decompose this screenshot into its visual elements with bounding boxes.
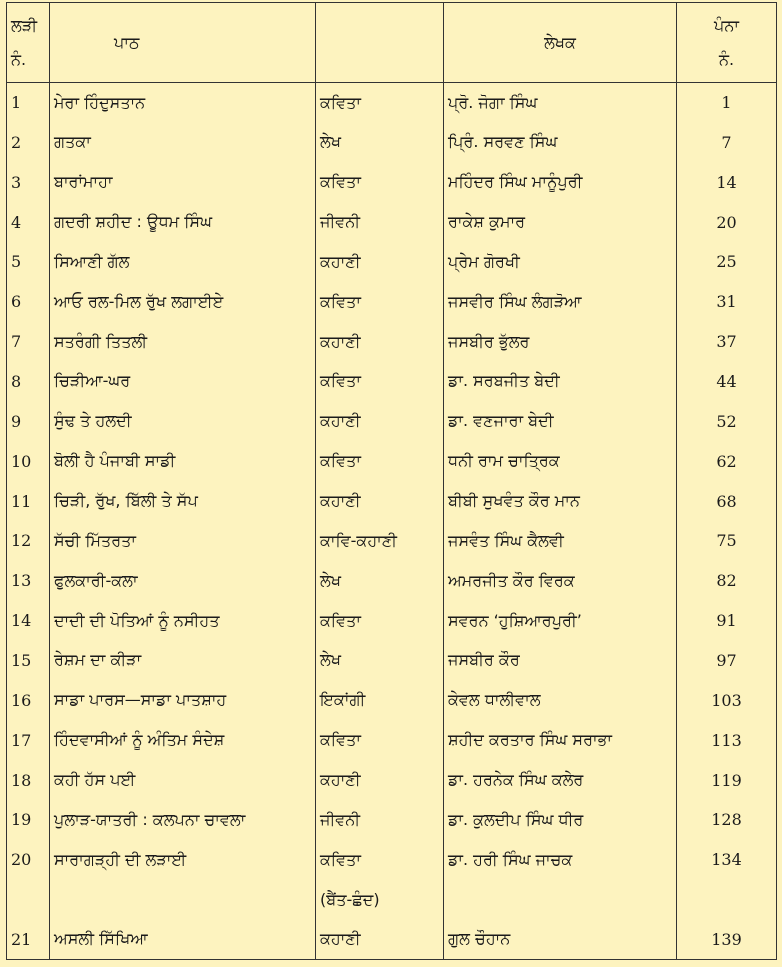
- row-serial-no: 19: [7, 800, 50, 840]
- row-author: ਗੁਲ ਚੌਹਾਨ: [444, 920, 677, 960]
- header-type: [316, 3, 444, 83]
- header-serial-no-line1: ਲੜੀ: [11, 15, 38, 35]
- row-page-no: 82: [677, 561, 777, 601]
- row-title: ਸਿਆਣੀ ਗੱਲ: [50, 242, 316, 282]
- row-serial-no: 7: [7, 322, 50, 362]
- row-type: ਕਵਿਤਾ: [316, 83, 444, 123]
- row-page-no: 52: [677, 401, 777, 441]
- row-serial-no: 5: [7, 242, 50, 282]
- table-row: [7, 401, 777, 441]
- row-title: ਸਤਰੰਗੀ ਤਿਤਲੀ: [50, 322, 316, 362]
- table-row: [7, 920, 777, 960]
- row-serial-no: 16: [7, 680, 50, 720]
- row-title: ਬਾਰਾਂਮਾਹਾ: [50, 162, 316, 202]
- row-author: ਅਮਰਜੀਤ ਕੌਰ ਵਿਰਕ: [444, 561, 677, 601]
- row-serial-no: 10: [7, 441, 50, 481]
- row-page-no: 97: [677, 641, 777, 681]
- table-row: [7, 83, 777, 123]
- row-author: ਰਾਕੇਸ਼ ਕੁਮਾਰ: [444, 202, 677, 242]
- row-type: ਕਹਾਣੀ: [316, 242, 444, 282]
- row-title: ਅਸਲੀ ਸਿੱਖਿਆ: [50, 920, 316, 960]
- row-type: ਕਵਿਤਾ: [316, 720, 444, 760]
- row-title: ਰੇਸ਼ਮ ਦਾ ਕੀੜਾ: [50, 641, 316, 681]
- row-serial-no: 18: [7, 760, 50, 800]
- row-title: ਹਿੰਦਵਾਸੀਆਂ ਨੂੰ ਅੰਤਿਮ ਸੰਦੇਸ਼: [50, 720, 316, 760]
- row-title: ਬੋਲੀ ਹੈ ਪੰਜਾਬੀ ਸਾਡੀ: [50, 441, 316, 481]
- row-page-no: 113: [677, 720, 777, 760]
- table-row: [7, 521, 777, 561]
- row-type: (ਬੈਂਤ-ਛੰਦ): [316, 880, 444, 920]
- table-row: [7, 601, 777, 641]
- row-serial-no: 1: [7, 83, 50, 123]
- table-row: [7, 362, 777, 402]
- table-row: [7, 122, 777, 162]
- row-author: ਡਾ. ਕੁਲਦੀਪ ਸਿੰਘ ਧੀਰ: [444, 800, 677, 840]
- row-page-no: 1: [677, 83, 777, 123]
- row-title: ਗਤਕਾ: [50, 122, 316, 162]
- row-page-no: 14: [677, 162, 777, 202]
- row-serial-no: 14: [7, 601, 50, 641]
- row-page-no: 75: [677, 521, 777, 561]
- row-title: ਚਿੜੀ, ਰੁੱਖ, ਬਿੱਲੀ ਤੇ ਸੱਪ: [50, 481, 316, 521]
- table-row: [7, 561, 777, 601]
- header-title: ਪਾਠ: [50, 3, 316, 83]
- row-page-no: 37: [677, 322, 777, 362]
- header-page-no-line2: ਨੰ.: [718, 49, 735, 69]
- row-author: ਜਸਵੰਤ ਸਿੰਘ ਕੈਲਵੀ: [444, 521, 677, 561]
- table-row: [7, 162, 777, 202]
- table-row: [7, 800, 777, 840]
- row-page-no: 20: [677, 202, 777, 242]
- row-page-no: 134: [677, 840, 777, 880]
- row-type: ਲੇਖ: [316, 641, 444, 681]
- contents-table: [6, 2, 777, 960]
- row-type: ਲੇਖ: [316, 561, 444, 601]
- row-type: ਕਹਾਣੀ: [316, 920, 444, 960]
- row-serial-no: 3: [7, 162, 50, 202]
- row-type: ਕਾਵਿ-ਕਹਾਣੀ: [316, 521, 444, 561]
- row-author: ਕੇਵਲ ਧਾਲੀਵਾਲ: [444, 680, 677, 720]
- row-title: ਸੁੰਢ ਤੇ ਹਲਦੀ: [50, 401, 316, 441]
- row-author: ਡਾ. ਹਰਨੇਕ ਸਿੰਘ ਕਲੇਰ: [444, 760, 677, 800]
- row-page-no: 119: [677, 760, 777, 800]
- table-row: [7, 680, 777, 720]
- row-serial-no: 20: [7, 840, 50, 880]
- table-row: [7, 481, 777, 521]
- row-title: ਸਾਰਾਗੜ੍ਹੀ ਦੀ ਲੜਾਈ: [50, 840, 316, 880]
- row-page-no: 103: [677, 680, 777, 720]
- row-type: ਕਹਾਣੀ: [316, 481, 444, 521]
- table-row: [7, 441, 777, 481]
- table-row: [7, 322, 777, 362]
- row-title: ਚਿੜੀਆ-ਘਰ: [50, 362, 316, 402]
- table-row: [7, 242, 777, 282]
- row-type: ਕਹਾਣੀ: [316, 401, 444, 441]
- row-type: ਕਵਿਤਾ: [316, 162, 444, 202]
- row-serial-no: 6: [7, 282, 50, 322]
- row-page-no: 128: [677, 800, 777, 840]
- row-type: ਕਵਿਤਾ: [316, 840, 444, 880]
- row-serial-no: 11: [7, 481, 50, 521]
- row-title: ਮੇਰਾ ਹਿੰਦੁਸਤਾਨ: [50, 83, 316, 123]
- row-title: ਕਹੀ ਹੱਸ ਪਈ: [50, 760, 316, 800]
- row-author: ਡਾ. ਵਣਜਾਰਾ ਬੇਦੀ: [444, 401, 677, 441]
- row-author: ਡਾ. ਹਰੀ ਸਿੰਘ ਜਾਚਕ: [444, 840, 677, 880]
- row-author: ਧਨੀ ਰਾਮ ਚਾਤ੍ਰਿਕ: [444, 441, 677, 481]
- header-serial-no: [7, 3, 50, 83]
- header-author: ਲੇਖਕ: [444, 3, 677, 83]
- row-serial-no: 17: [7, 720, 50, 760]
- row-title: ਗਦਰੀ ਸ਼ਹੀਦ : ਊਧਮ ਸਿੰਘ: [50, 202, 316, 242]
- row-author: ਮਹਿੰਦਰ ਸਿੰਘ ਮਾਨੂੰਪੁਰੀ: [444, 162, 677, 202]
- row-author: ਪ੍ਰੇਮ ਗੋਰਖੀ: [444, 242, 677, 282]
- row-type: ਕਹਾਣੀ: [316, 760, 444, 800]
- row-title: [50, 880, 316, 920]
- row-title: ਸੱਚੀ ਮਿੱਤਰਤਾ: [50, 521, 316, 561]
- row-author: ਸਵਰਨ ‘ਹੁਸ਼ਿਆਰਪੁਰੀ’: [444, 601, 677, 641]
- row-page-no: [677, 880, 777, 920]
- row-author: ਬੀਬੀ ਸੁਖਵੰਤ ਕੌਰ ਮਾਨ: [444, 481, 677, 521]
- row-type: ਕਹਾਣੀ: [316, 322, 444, 362]
- row-serial-no: 21: [7, 920, 50, 960]
- row-serial-no: 2: [7, 122, 50, 162]
- row-serial-no: [7, 880, 50, 920]
- row-serial-no: 12: [7, 521, 50, 561]
- row-author: ਪ੍ਰਿੰ. ਸਰਵਣ ਸਿੰਘ: [444, 122, 677, 162]
- row-type: ਲੇਖ: [316, 122, 444, 162]
- row-type: ਕਵਿਤਾ: [316, 441, 444, 481]
- table-header: [7, 3, 777, 83]
- row-page-no: 91: [677, 601, 777, 641]
- header-serial-no-line2: ਨੰ.: [11, 49, 27, 69]
- row-page-no: 7: [677, 122, 777, 162]
- row-author: [444, 880, 677, 920]
- row-type: ਜੀਵਨੀ: [316, 202, 444, 242]
- row-serial-no: 9: [7, 401, 50, 441]
- row-type: ਜੀਵਨੀ: [316, 800, 444, 840]
- header-page-no-line1: ਪੰਨਾ: [714, 15, 739, 35]
- table-row: [7, 840, 777, 880]
- table-row: [7, 202, 777, 242]
- row-title: ਫੁਲਕਾਰੀ-ਕਲਾ: [50, 561, 316, 601]
- row-type: ਕਵਿਤਾ: [316, 362, 444, 402]
- row-type: ਕਵਿਤਾ: [316, 282, 444, 322]
- header-page-no: [677, 3, 777, 83]
- row-serial-no: 13: [7, 561, 50, 601]
- row-serial-no: 4: [7, 202, 50, 242]
- row-serial-no: 15: [7, 641, 50, 681]
- table-row: [7, 641, 777, 681]
- row-page-no: 62: [677, 441, 777, 481]
- row-serial-no: 8: [7, 362, 50, 402]
- row-title: ਦਾਦੀ ਦੀ ਪੋਤਿਆਂ ਨੂੰ ਨਸੀਹਤ: [50, 601, 316, 641]
- table-row: [7, 880, 777, 920]
- row-type: ਕਵਿਤਾ: [316, 601, 444, 641]
- table-row: [7, 720, 777, 760]
- row-type: ਇਕਾਂਗੀ: [316, 680, 444, 720]
- row-title: ਆਓ ਰਲ-ਮਿਲ ਰੁੱਖ ਲਗਾਈਏ: [50, 282, 316, 322]
- row-title: ਪੁਲਾੜ-ਯਾਤਰੀ : ਕਲਪਨਾ ਚਾਵਲਾ: [50, 800, 316, 840]
- row-page-no: 44: [677, 362, 777, 402]
- row-page-no: 31: [677, 282, 777, 322]
- row-page-no: 68: [677, 481, 777, 521]
- row-author: ਡਾ. ਸਰਬਜੀਤ ਬੇਦੀ: [444, 362, 677, 402]
- row-author: ਜਸਵੀਰ ਸਿੰਘ ਲੰਗੜੋਆ: [444, 282, 677, 322]
- row-author: ਜਸਬੀਰ ਕੌਰ: [444, 641, 677, 681]
- table-row: [7, 760, 777, 800]
- row-author: ਜਸਬੀਰ ਭੁੱਲਰ: [444, 322, 677, 362]
- row-author: ਸ਼ਹੀਦ ਕਰਤਾਰ ਸਿੰਘ ਸਰਾਭਾ: [444, 720, 677, 760]
- table-row: [7, 282, 777, 322]
- row-page-no: 139: [677, 920, 777, 960]
- table-body: [7, 83, 777, 960]
- row-title: ਸਾਡਾ ਪਾਰਸ—ਸਾਡਾ ਪਾਤਸ਼ਾਹ: [50, 680, 316, 720]
- row-author: ਪ੍ਰੋ. ਜੋਗਾ ਸਿੰਘ: [444, 83, 677, 123]
- row-page-no: 25: [677, 242, 777, 282]
